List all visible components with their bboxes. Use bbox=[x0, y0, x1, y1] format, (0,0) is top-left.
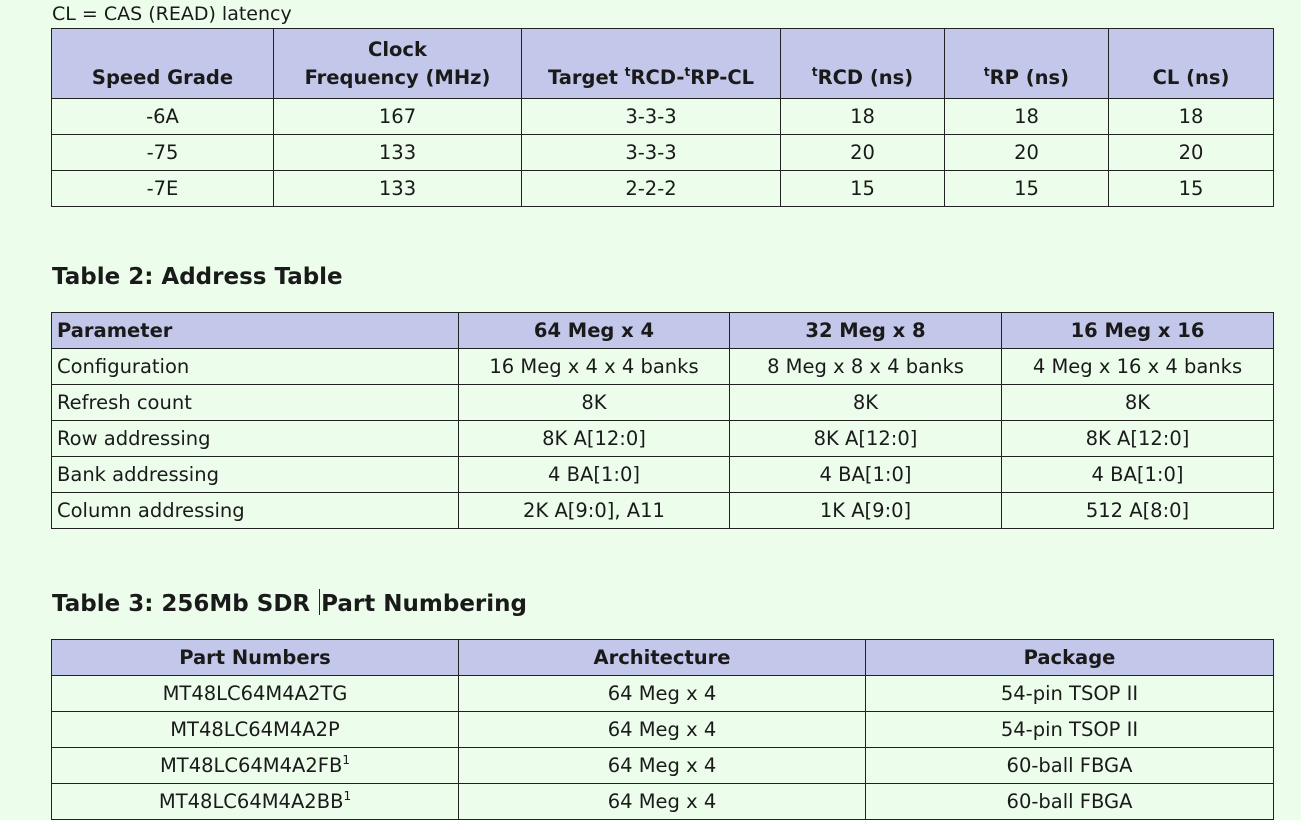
part-number-cell bbox=[52, 748, 459, 784]
part-number-cell bbox=[52, 676, 459, 712]
table-cell: 64 Meg x 4 bbox=[459, 748, 866, 784]
table-cell: -75 bbox=[52, 135, 274, 171]
part-numbering-table bbox=[51, 639, 1274, 820]
header-cl: CL (ns) bbox=[1109, 29, 1274, 99]
footnote-marker: 1 bbox=[343, 788, 352, 803]
table-cell: 64 Meg x 4 bbox=[459, 784, 866, 820]
header-64meg-x4: 64 Meg x 4 bbox=[459, 313, 730, 349]
table-row bbox=[52, 493, 1274, 529]
table-cell: 18 bbox=[945, 99, 1109, 135]
part-number: MT48LC64M4A2BB bbox=[158, 790, 344, 813]
part-number-cell bbox=[52, 784, 459, 820]
table-cell: 15 bbox=[945, 171, 1109, 207]
table-cell: Row addressing bbox=[52, 421, 459, 457]
table-cell: 60-ball FBGA bbox=[866, 784, 1274, 820]
table-cell: 16 Meg x 4 x 4 banks bbox=[459, 349, 730, 385]
part-numbering-title-part1: Table 3: 256Mb SDR bbox=[52, 591, 319, 617]
table-cell: 15 bbox=[1109, 171, 1274, 207]
header-32meg-x8: 32 Meg x 8 bbox=[730, 313, 1002, 349]
part-number: MT48LC64M4A2P bbox=[170, 718, 340, 741]
header-target-sup1: t bbox=[624, 64, 631, 79]
table-row bbox=[52, 748, 1274, 784]
table-cell: 64 Meg x 4 bbox=[459, 712, 866, 748]
table-cell: 8 Meg x 8 x 4 banks bbox=[730, 349, 1002, 385]
table-cell: 8K bbox=[730, 385, 1002, 421]
part-numbering-title bbox=[52, 589, 527, 619]
table-cell: 4 BA[1:0] bbox=[730, 457, 1002, 493]
table-cell: 4 BA[1:0] bbox=[1002, 457, 1274, 493]
table-cell: 54-pin TSOP II bbox=[866, 676, 1274, 712]
table-cell: 54-pin TSOP II bbox=[866, 712, 1274, 748]
table-cell: 512 A[8:0] bbox=[1002, 493, 1274, 529]
header-architecture: Architecture bbox=[459, 640, 866, 676]
table-row bbox=[52, 99, 1274, 135]
header-trp bbox=[945, 29, 1109, 99]
header-clock-frequency bbox=[274, 29, 522, 99]
table-cell: 20 bbox=[945, 135, 1109, 171]
table-cell: 3-3-3 bbox=[522, 99, 781, 135]
header-clock-line2: Frequency (MHz) bbox=[304, 66, 491, 89]
table-cell: 8K A[12:0] bbox=[459, 421, 730, 457]
header-trp-sup: t bbox=[983, 64, 990, 79]
part-number: MT48LC64M4A2TG bbox=[162, 682, 348, 705]
table-cell: 3-3-3 bbox=[522, 135, 781, 171]
table-cell: 18 bbox=[781, 99, 945, 135]
part-number: MT48LC64M4A2FB bbox=[159, 754, 343, 777]
table-cell: 8K bbox=[1002, 385, 1274, 421]
table-row bbox=[52, 421, 1274, 457]
table-cell: -6A bbox=[52, 99, 274, 135]
header-package: Package bbox=[866, 640, 1274, 676]
table-cell: 4 BA[1:0] bbox=[459, 457, 730, 493]
header-target-mid: RCD- bbox=[630, 66, 685, 89]
table-cell: 20 bbox=[1109, 135, 1274, 171]
text-cursor bbox=[319, 589, 320, 615]
table-cell: 133 bbox=[274, 135, 522, 171]
header-target-sup2: t bbox=[684, 64, 691, 79]
table-cell: Bank addressing bbox=[52, 457, 459, 493]
header-trcd-label: RCD (ns) bbox=[817, 66, 914, 89]
table-cell: 133 bbox=[274, 171, 522, 207]
table-cell: 1K A[9:0] bbox=[730, 493, 1002, 529]
header-parameter: Parameter bbox=[52, 313, 459, 349]
footnote-marker: 1 bbox=[342, 752, 351, 767]
header-trcd bbox=[781, 29, 945, 99]
part-number-cell bbox=[52, 712, 459, 748]
header-16meg-x16: 16 Meg x 16 bbox=[1002, 313, 1274, 349]
table-cell: 8K A[12:0] bbox=[730, 421, 1002, 457]
address-table-title: Table 2: Address Table bbox=[52, 264, 343, 290]
table-cell: 2-2-2 bbox=[522, 171, 781, 207]
header-target-timing bbox=[522, 29, 781, 99]
table-header-row bbox=[52, 29, 1274, 99]
table-cell: 15 bbox=[781, 171, 945, 207]
header-target-suffix: RP-CL bbox=[690, 66, 755, 89]
table-cell: 64 Meg x 4 bbox=[459, 676, 866, 712]
table-row bbox=[52, 712, 1274, 748]
header-clock-line1: Clock bbox=[368, 38, 427, 61]
table-cell: 8K bbox=[459, 385, 730, 421]
table-header-row bbox=[52, 640, 1274, 676]
table-cell: 8K A[12:0] bbox=[1002, 421, 1274, 457]
header-target-prefix: Target bbox=[547, 66, 625, 89]
table-row bbox=[52, 171, 1274, 207]
table-cell: 60-ball FBGA bbox=[866, 748, 1274, 784]
table-row bbox=[52, 784, 1274, 820]
table-row bbox=[52, 349, 1274, 385]
table-cell: Refresh count bbox=[52, 385, 459, 421]
table-cell: 167 bbox=[274, 99, 522, 135]
table-cell: 20 bbox=[781, 135, 945, 171]
header-trp-label: RP (ns) bbox=[989, 66, 1070, 89]
table-cell: 18 bbox=[1109, 99, 1274, 135]
header-speed-grade: Speed Grade bbox=[52, 29, 274, 99]
table-row bbox=[52, 676, 1274, 712]
part-numbering-title-part2: Part Numbering bbox=[321, 591, 527, 617]
table-header-row bbox=[52, 313, 1274, 349]
table-cell: Column addressing bbox=[52, 493, 459, 529]
table-row bbox=[52, 457, 1274, 493]
table-cell: 2K A[9:0], A11 bbox=[459, 493, 730, 529]
table-cell: Configuration bbox=[52, 349, 459, 385]
table-row bbox=[52, 135, 1274, 171]
table-cell: 4 Meg x 16 x 4 banks bbox=[1002, 349, 1274, 385]
table-cell: -7E bbox=[52, 171, 274, 207]
header-trcd-sup: t bbox=[811, 64, 818, 79]
speed-grade-table bbox=[51, 28, 1274, 207]
header-part-numbers: Part Numbers bbox=[52, 640, 459, 676]
table-row bbox=[52, 385, 1274, 421]
address-table bbox=[51, 312, 1274, 529]
cl-latency-note: CL = CAS (READ) latency bbox=[52, 3, 292, 25]
